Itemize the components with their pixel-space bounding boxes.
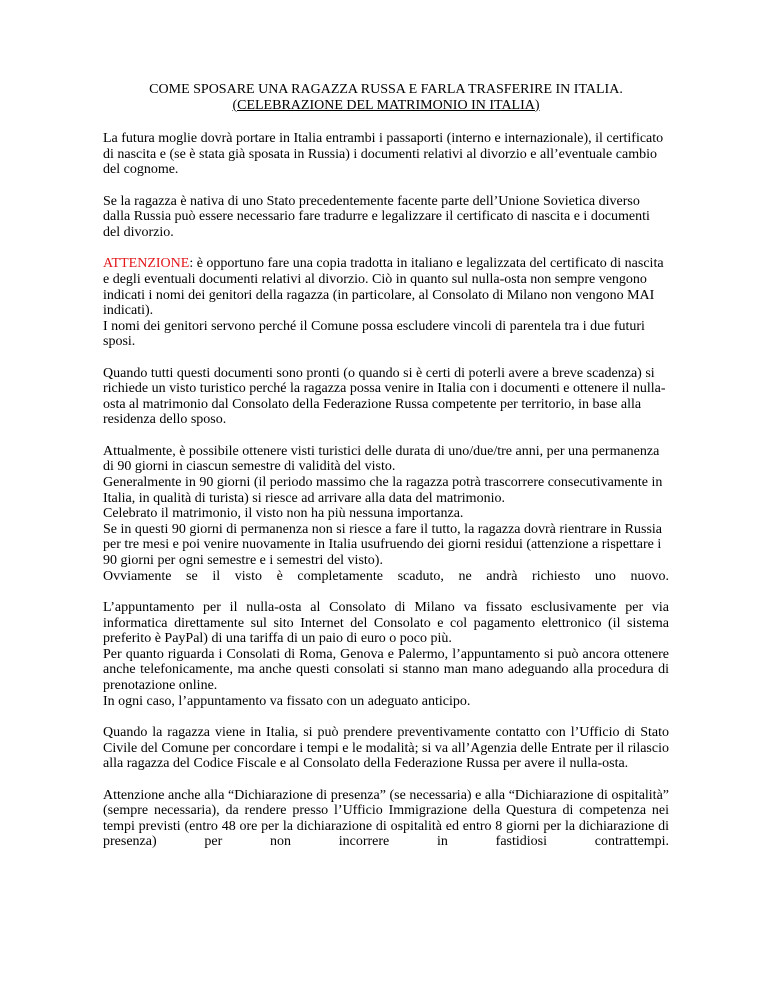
appointment-line-3: In ogni caso, l’appuntamento va fissato con un adeguato anticipo.: [103, 693, 471, 709]
warning-text: : è opportuno fare una copia tradotta in italiano e legalizzata del certificato di nascita e degli eventuali documenti relativi al divorzio. Ciò in quanto sul nulla-osta non sempre vengono indicati i nomi dei genitori della ragazza (in particolare, al Consolato di Milano non vengono MAI indicati).: [103, 256, 664, 319]
paragraph-warning: [103, 256, 669, 350]
paragraph-tourist-visa: Quando tutti questi documenti sono pronti (o quando si è certi di poterli avere a breve scadenza) si richiede un visto turistico perché la ragazza possa venire in Italia con i documenti e ottenere il nulla-osta al matrimonio dal Consolato della Federazione Russa competente per territorio, in base alla residenza dello sposo.: [103, 365, 666, 428]
title-line-1: COME SPOSARE UNA RAGAZZA RUSSA E FARLA TRASFERIRE IN ITALIA.: [149, 82, 623, 97]
visa-line-2: Generalmente in 90 giorni (il periodo massimo che la ragazza potrà trascorrere consecutivamente in Italia, in qualità di turista) si riesce ad arrivare alla data del matrimonio.: [103, 475, 663, 506]
appointment-line-1: L’appuntamento per il nulla-osta al Consolato di Milano va fissato esclusivamente per via informatica direttamente sul sito Internet del Consolato e col pagamento elettronico (il sistema preferito è PayPal) di una tariffa di un paio di euro o poco più.: [103, 600, 669, 647]
paragraph-declarations: [103, 788, 669, 850]
paragraph-former-ussr: Se la ragazza è nativa di uno Stato precedentemente facente parte dell’Unione Sovietica diverso dalla Russia può essere necessario fare tradurre e legalizzare il certificato di nascita e i documenti del divorzio.: [103, 193, 650, 240]
paragraph-arrival-italy: Quando la ragazza viene in Italia, si può prendere preventivamente contatto con l’Ufficio di Stato Civile del Comune per concordare i tempi e le modalità; si va all’Agenzia delle Entrate per il rilascio alla ragazza del Codice Fiscale e al Consolato della Federazione Russa per avere il nulla-osta.: [103, 724, 669, 772]
document-body: [103, 82, 669, 866]
visa-line-3: Celebrato il matrimonio, il visto non ha più nessuna importanza.: [103, 506, 464, 522]
visa-line-4: Se in questi 90 giorni di permanenza non si riesce a fare il tutto, la ragazza dovrà rientrare in Russia per tre mesi e poi venire nuovamente in Italia usufruendo dei giorni residui (attenzione a rispettare i 90 giorni per ogni semestre e i semestri del visto).: [103, 521, 663, 569]
paragraph-visa-duration: [103, 444, 669, 584]
appointment-line-2: Per quanto riguarda i Consolati di Roma, Genova e Palermo, l’appuntamento si può ancora ottenere anche telefonicamente, ma anche questi consolati si stanno man mano adeguando alla procedura di prenotazione online.: [103, 646, 669, 693]
declarations-text: Attenzione anche alla “Dichiarazione di presenza” (se necessaria) e alla “Dichiarazione di ospitalità” (sempre necessaria), da rendere presso l’Ufficio Immigrazione della Questura di competenza nei tempi previsti (entro 48 ore per la dichiarazione di ospitalità ed entro 8 giorni per la dichiarazione di presenza) per non incorrere in fastidiosi contrattempi.: [103, 787, 669, 850]
paragraph-appointment: [103, 600, 669, 709]
visa-line-1: Attualmente, è possibile ottenere visti turistici delle durata di uno/due/tre anni, per una permanenza di 90 giorni in ciascun semestre di validità del visto.: [103, 443, 660, 475]
warning-line-parents: I nomi dei genitori servono perché il Comune possa escludere vincoli di parentela tra i due futuri sposi.: [103, 318, 645, 350]
paragraph-documents: La futura moglie dovrà portare in Italia entrambi i passaporti (interno e internazionale), il certificato di nascita e (se è stata già sposata in Russia) i documenti relativi al divorzio e all’eventuale cambio del cognome.: [103, 131, 664, 178]
document-title: [103, 82, 669, 113]
warning-label: ATTENZIONE: [103, 256, 190, 272]
title-line-2: (CELEBRAZIONE DEL MATRIMONIO IN ITALIA): [232, 97, 540, 113]
visa-line-5: Ovviamente se il visto è completamente scaduto, ne andrà richiesto uno nuovo.: [103, 568, 669, 584]
